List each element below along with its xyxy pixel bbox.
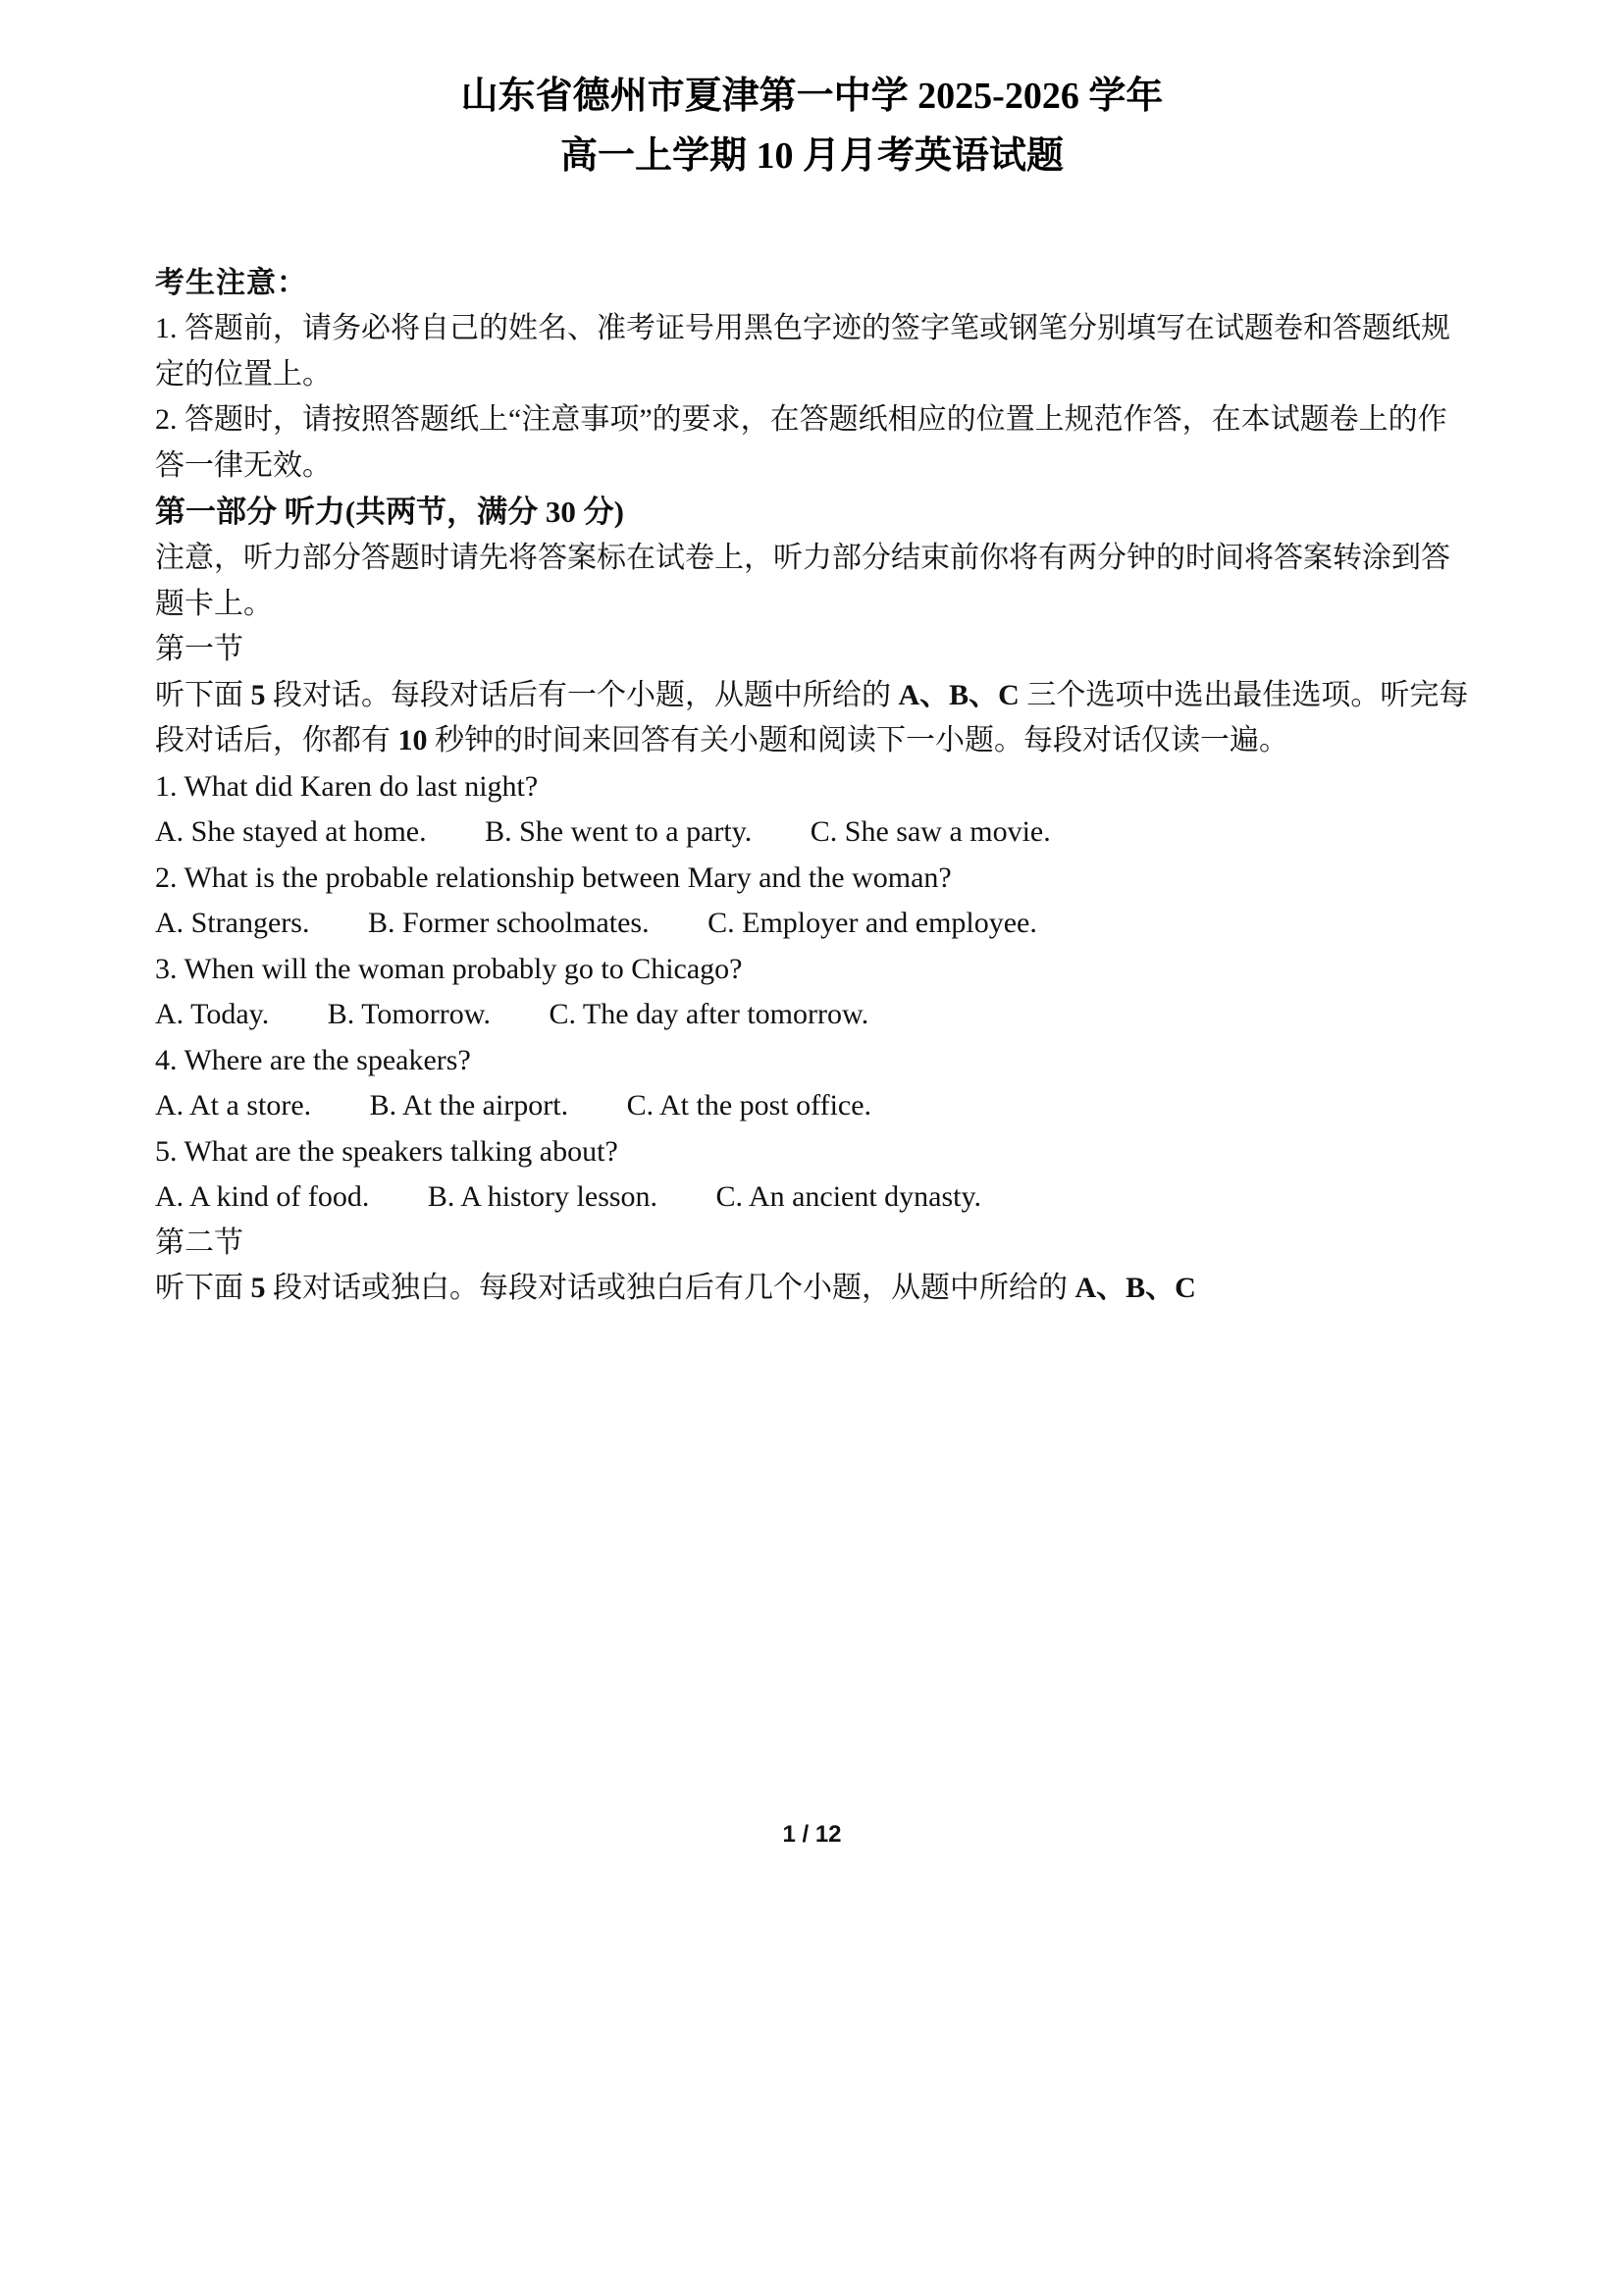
question-5-option-a: A. A kind of food. (155, 1180, 370, 1214)
notice-item-2: 2. 答题时，请按照答题纸上“注意事项”的要求，在答题纸相应的位置上规范作答，在本试题卷上的作答一律无效。 (155, 403, 1447, 482)
page-number: 1 / 12 (782, 1821, 842, 1848)
instruction-segment: 三个选项中选出最佳选项。听完每段对话后，你都有 (155, 678, 1469, 757)
section2-instructions (155, 1266, 1469, 1312)
instruction-segment-bold: 5 (250, 678, 266, 711)
listening-note: 注意，听力部分答题时请先将答案标在试卷上，听力部分结束前你将有两分钟的时间将答案转涂到答题卡上。 (155, 542, 1450, 620)
question-3-text: 3. When will the woman probably go to Chicago? (155, 952, 743, 985)
section1-instructions (155, 673, 1469, 764)
question-2-text: 2. What is the probable relationship between Mary and the woman? (155, 861, 952, 894)
instruction-segment-bold: 5 (250, 1272, 266, 1305)
question-5-options (155, 1174, 1469, 1221)
question-5-text: 5. What are the speakers talking about? (155, 1134, 618, 1168)
instruction-segment: 段对话或独白。每段对话或独白后有几个小题，从题中所给的 (265, 1272, 1075, 1305)
document-body (155, 261, 1469, 1312)
part1-heading: 第一部分 听力(共两节，满分 30 分) (155, 495, 624, 530)
question-2-option-b: B. Former schoolmates. (367, 907, 650, 940)
notice-heading: 考生注意： (155, 266, 307, 299)
notice-item-1: 1. 答题前，请务必将自己的姓名、准考证号用黑色字迹的签字笔或钢笔分别填写在试题卷和答题纸规定的位置上。 (155, 312, 1450, 391)
question-1-text: 1. What did Karen do last night? (155, 769, 539, 803)
question-4-option-c: C. At the post office. (626, 1089, 872, 1122)
question-1-option-c: C. She saw a movie. (810, 815, 1051, 849)
page-title (155, 67, 1469, 186)
question-2-option-a: A. Strangers. (155, 907, 310, 940)
question-4-option-a: A. At a store. (155, 1089, 312, 1122)
section1-label: 第一节 (155, 633, 243, 666)
instruction-segment-bold: 10 (397, 724, 428, 757)
instruction-segment-bold: A、B、C (898, 678, 1020, 711)
question-4-text: 4. Where are the speakers? (155, 1043, 471, 1076)
question-2-options (155, 901, 1469, 947)
section2-label: 第二节 (155, 1226, 243, 1259)
question-5-option-c: C. An ancient dynasty. (715, 1180, 982, 1214)
question-2-option-c: C. Employer and employee. (707, 907, 1037, 940)
instruction-segment: 听下面 (155, 678, 251, 711)
question-3-option-b: B. Tomorrow. (327, 998, 491, 1031)
question-3-option-c: C. The day after tomorrow. (549, 998, 869, 1031)
instruction-segment: 秒钟的时间来回答有关小题和阅读下一小题。每段对话仅读一遍。 (427, 724, 1288, 757)
question-4-option-b: B. At the airport. (369, 1089, 569, 1122)
question-5-option-b: B. A history lesson. (427, 1180, 658, 1214)
instruction-segment: 听下面 (155, 1272, 251, 1305)
title-line-1: 山东省德州市夏津第一中学 2025-2026 学年 (460, 76, 1164, 117)
title-line-2: 高一上学期 10 月月考英语试题 (559, 134, 1064, 177)
question-4-options (155, 1083, 1469, 1129)
question-3-options (155, 992, 1469, 1038)
question-1-option-a: A. She stayed at home. (155, 815, 427, 849)
question-1-options (155, 809, 1469, 856)
question-3-option-a: A. Today. (155, 998, 270, 1031)
question-1-option-b: B. She went to a party. (485, 815, 753, 849)
instruction-segment: 段对话。每段对话后有一个小题，从题中所给的 (265, 678, 899, 711)
instruction-segment-bold: A、B、C (1074, 1272, 1196, 1305)
